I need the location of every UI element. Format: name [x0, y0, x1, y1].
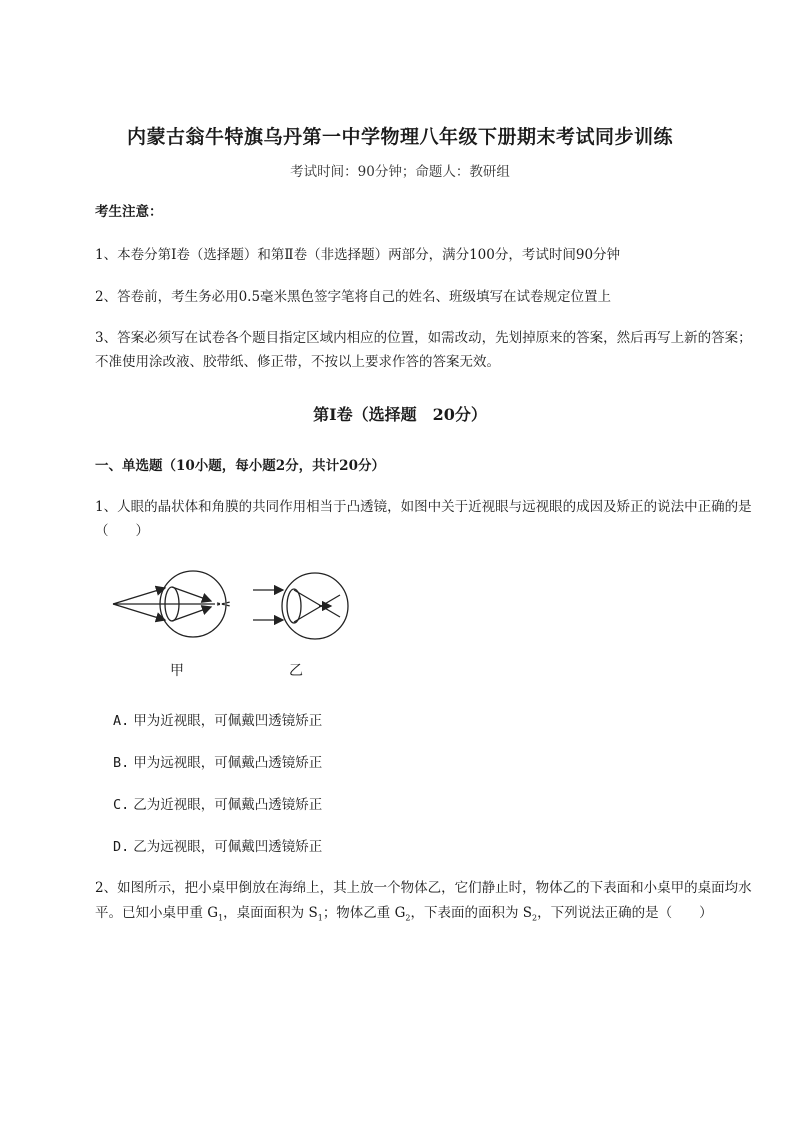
option-b[interactable] [113, 751, 322, 771]
section-title: 第I卷（选择题 20分） [313, 405, 487, 424]
notice-item-3: 3、答案必须写在试卷各个题目指定区域内相应的位置，如需改动，先划掉原来的答案，然后再写上新的答案；不准使用涂改液、胶带纸、修正带，不按以上要求作答的答案无效。 [95, 330, 752, 370]
figure-label-jia: 甲 [170, 663, 184, 679]
figure-label-yi: 乙 [289, 663, 303, 679]
option-text: 乙为远视眼，可佩戴凹透镜矫正 [133, 839, 323, 855]
exam-info: 考试时间：90分钟；命题人：教研组 [290, 164, 510, 180]
notice-heading: 考生注意： [95, 204, 163, 220]
part-heading: 一、单选题（10小题，每小题2分，共计20分） [95, 458, 385, 474]
option-c[interactable] [113, 793, 322, 813]
eyeball-yi [282, 573, 348, 639]
notice-item-2: 2、答卷前，考生务必用0.5毫米黑色签字笔将自己的姓名、班级填写在试卷规定位置上 [95, 289, 612, 305]
eye-figure-yi [253, 573, 348, 639]
page-title: 内蒙古翁牛特旗乌丹第一中学物理八年级下册期末考试同步训练 [126, 126, 673, 148]
option-text: 乙为近视眼，可佩戴凸透镜矫正 [133, 797, 323, 813]
option-letter: C. [113, 797, 130, 813]
question-2-stem: 2、如图所示，把小桌甲倒放在海绵上，其上放一个物体乙，它们静止时，物体乙的下表面和小桌甲的桌面均水平。已知小桌甲重 $G_1$，桌面面积为 $S_1$；物体乙重 $G_2$，下表面的面积为 $S_2$，下列说法正确的是（ ） [95, 880, 752, 923]
notice-item-1: 1、本卷分第I卷（选择题）和第Ⅱ卷（非选择题）两部分，满分100分，考试时间90分钟 [95, 247, 621, 263]
eye-diagram [105, 565, 365, 680]
option-text: 甲为近视眼，可佩戴凹透镜矫正 [133, 713, 323, 729]
option-a[interactable] [113, 709, 322, 729]
option-letter: A. [113, 713, 130, 729]
eye-figure-jia [113, 571, 230, 637]
option-text: 甲为远视眼，可佩戴凸透镜矫正 [133, 755, 323, 771]
option-d[interactable] [113, 835, 322, 855]
option-letter: D. [113, 839, 130, 855]
lens-yi [287, 589, 301, 623]
question-1-stem: 1、人眼的晶状体和角膜的共同作用相当于凸透镜，如图中关于近视眼与远视眼的成因及矫正的说法中正确的是（ ） [95, 499, 752, 539]
option-letter: B. [113, 755, 130, 771]
